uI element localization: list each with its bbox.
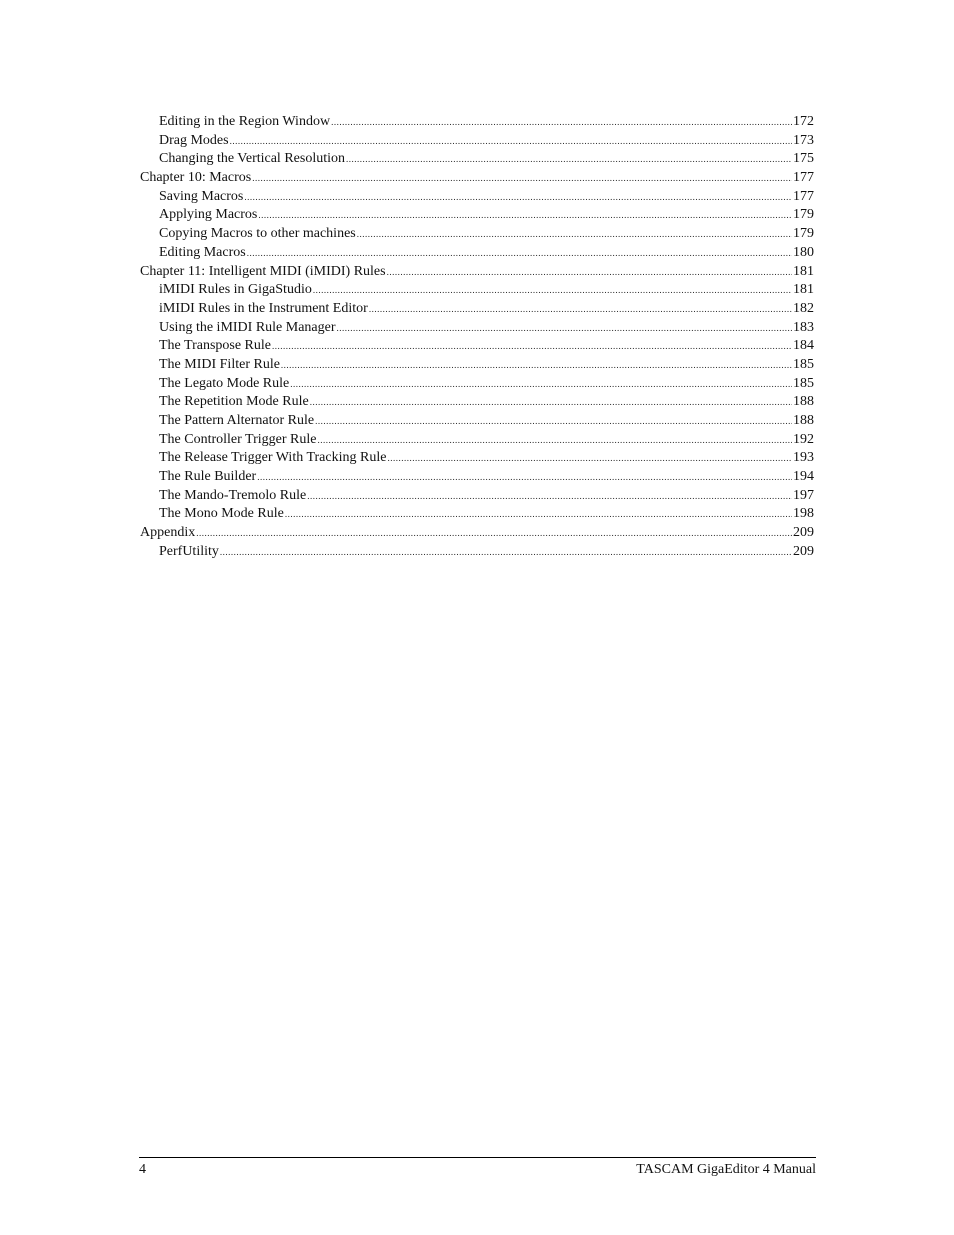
toc-dot-leader <box>230 132 792 151</box>
toc-section-entry[interactable] <box>140 431 814 450</box>
toc-section-entry[interactable] <box>140 487 814 506</box>
toc-entry-page: 181 <box>793 282 814 298</box>
toc-entry-title: Applying Macros <box>159 207 258 223</box>
toc-entry-page: 188 <box>793 413 814 428</box>
toc-entry-title: The Transpose Rule <box>159 338 271 354</box>
toc-dot-leader <box>318 431 793 450</box>
toc-dot-leader <box>285 505 792 524</box>
toc-section-entry[interactable] <box>140 543 814 562</box>
toc-entry-page: 182 <box>793 300 814 316</box>
toc-chapter-entry[interactable] <box>140 169 814 188</box>
toc-section-entry[interactable] <box>140 188 814 207</box>
toc-dot-leader <box>220 543 792 562</box>
toc-entry-title: The MIDI Filter Rule <box>159 356 280 372</box>
toc-entry-title: Using the iMIDI Rule Manager <box>159 319 336 335</box>
toc-section-entry[interactable] <box>140 244 814 263</box>
toc-entry-page: 184 <box>793 338 814 354</box>
toc-entry-page: 177 <box>793 188 814 204</box>
toc-entry-page: 181 <box>793 263 814 279</box>
toc-dot-leader <box>196 524 792 543</box>
toc-entry-title: Appendix <box>140 525 196 541</box>
toc-entry-title: The Mono Mode Rule <box>159 506 284 522</box>
toc-entry-title: The Mando-Tremolo Rule <box>159 487 307 503</box>
toc-section-entry[interactable] <box>140 468 814 487</box>
toc-entry-page: 185 <box>793 375 814 391</box>
toc-entry-title: PerfUtility <box>159 543 219 559</box>
toc-dot-leader <box>337 319 792 338</box>
toc-entry-page: 172 <box>793 114 814 129</box>
toc-entry-title: Copying Macros to other machines <box>159 226 356 242</box>
page-footer <box>139 1157 816 1178</box>
toc-entry-page: 175 <box>793 151 814 167</box>
toc-dot-leader <box>387 263 792 282</box>
toc-entry-title: Changing the Vertical Resolution <box>159 151 345 167</box>
toc-entry-title: The Repetition Mode Rule <box>159 394 309 410</box>
toc-dot-leader <box>257 468 792 487</box>
toc-dot-leader <box>313 281 792 300</box>
toc-dot-leader <box>258 206 792 225</box>
toc-dot-leader <box>307 487 792 506</box>
footer-page-number: 4 <box>139 1162 146 1177</box>
toc-dot-leader <box>252 169 792 188</box>
toc-entry-title: Editing Macros <box>159 244 246 260</box>
toc-section-entry[interactable] <box>140 337 814 356</box>
toc-dot-leader <box>315 412 792 431</box>
toc-entry-title: The Pattern Alternator Rule <box>159 413 315 428</box>
toc-entry-title: The Rule Builder <box>159 469 257 485</box>
toc-entry-page: 198 <box>793 506 814 522</box>
toc-chapter-entry[interactable] <box>140 263 814 282</box>
toc-section-entry[interactable] <box>140 206 814 225</box>
toc-entry-page: 192 <box>793 431 814 447</box>
toc-dot-leader <box>290 375 792 394</box>
toc-entry-page: 188 <box>793 394 814 410</box>
toc-section-entry[interactable] <box>140 356 814 375</box>
toc-section-entry[interactable] <box>140 300 814 319</box>
toc-entry-title: Chapter 11: Intelligent MIDI (iMIDI) Rules <box>140 263 386 279</box>
toc-dot-leader <box>244 188 792 207</box>
toc-entry-page: 180 <box>793 244 814 260</box>
toc-section-entry[interactable] <box>140 412 814 431</box>
toc-entry-page: 185 <box>793 356 814 372</box>
toc-entry-title: Chapter 10: Macros <box>140 170 252 186</box>
toc-section-entry[interactable] <box>140 225 814 244</box>
toc-entry-page: 183 <box>793 319 814 335</box>
toc-entry-page: 173 <box>793 132 814 148</box>
toc-section-entry[interactable] <box>140 319 814 338</box>
toc-dot-leader <box>310 393 792 412</box>
toc-entry-title: The Controller Trigger Rule <box>159 431 317 447</box>
toc-entry-title: The Legato Mode Rule <box>159 375 290 391</box>
toc-dot-leader <box>346 150 792 169</box>
toc-entry-page: 179 <box>793 207 814 223</box>
toc-chapter-entry[interactable] <box>140 524 814 543</box>
toc-dot-leader <box>357 225 792 244</box>
toc-section-entry[interactable] <box>140 281 814 300</box>
toc-section-entry[interactable] <box>140 113 814 132</box>
toc-entry-title: Drag Modes <box>159 132 229 148</box>
toc-entry-title: iMIDI Rules in GigaStudio <box>159 282 312 298</box>
toc-entry-page: 177 <box>793 170 814 186</box>
toc-entry-title: Saving Macros <box>159 188 244 204</box>
toc-dot-leader <box>272 337 792 356</box>
toc-entry-page: 209 <box>793 543 814 559</box>
toc-section-entry[interactable] <box>140 449 814 468</box>
toc-dot-leader <box>331 113 792 132</box>
toc-dot-leader <box>281 356 792 375</box>
toc-section-entry[interactable] <box>140 393 814 412</box>
toc-entry-page: 193 <box>793 450 814 466</box>
toc-section-entry[interactable] <box>140 375 814 394</box>
footer-manual-title: TASCAM GigaEditor 4 Manual <box>636 1162 816 1177</box>
toc-entry-title: Editing in the Region Window <box>159 114 331 129</box>
table-of-contents <box>140 113 814 562</box>
toc-dot-leader <box>387 449 792 468</box>
toc-dot-leader <box>369 300 792 319</box>
toc-entry-page: 179 <box>793 226 814 242</box>
toc-dot-leader <box>247 244 792 263</box>
toc-entry-page: 209 <box>793 525 814 541</box>
toc-section-entry[interactable] <box>140 505 814 524</box>
toc-entry-page: 197 <box>793 487 814 503</box>
toc-entry-page: 194 <box>793 469 814 485</box>
toc-section-entry[interactable] <box>140 150 814 169</box>
toc-entry-title: The Release Trigger With Tracking Rule <box>159 450 387 466</box>
toc-section-entry[interactable] <box>140 132 814 151</box>
toc-entry-title: iMIDI Rules in the Instrument Editor <box>159 300 368 316</box>
